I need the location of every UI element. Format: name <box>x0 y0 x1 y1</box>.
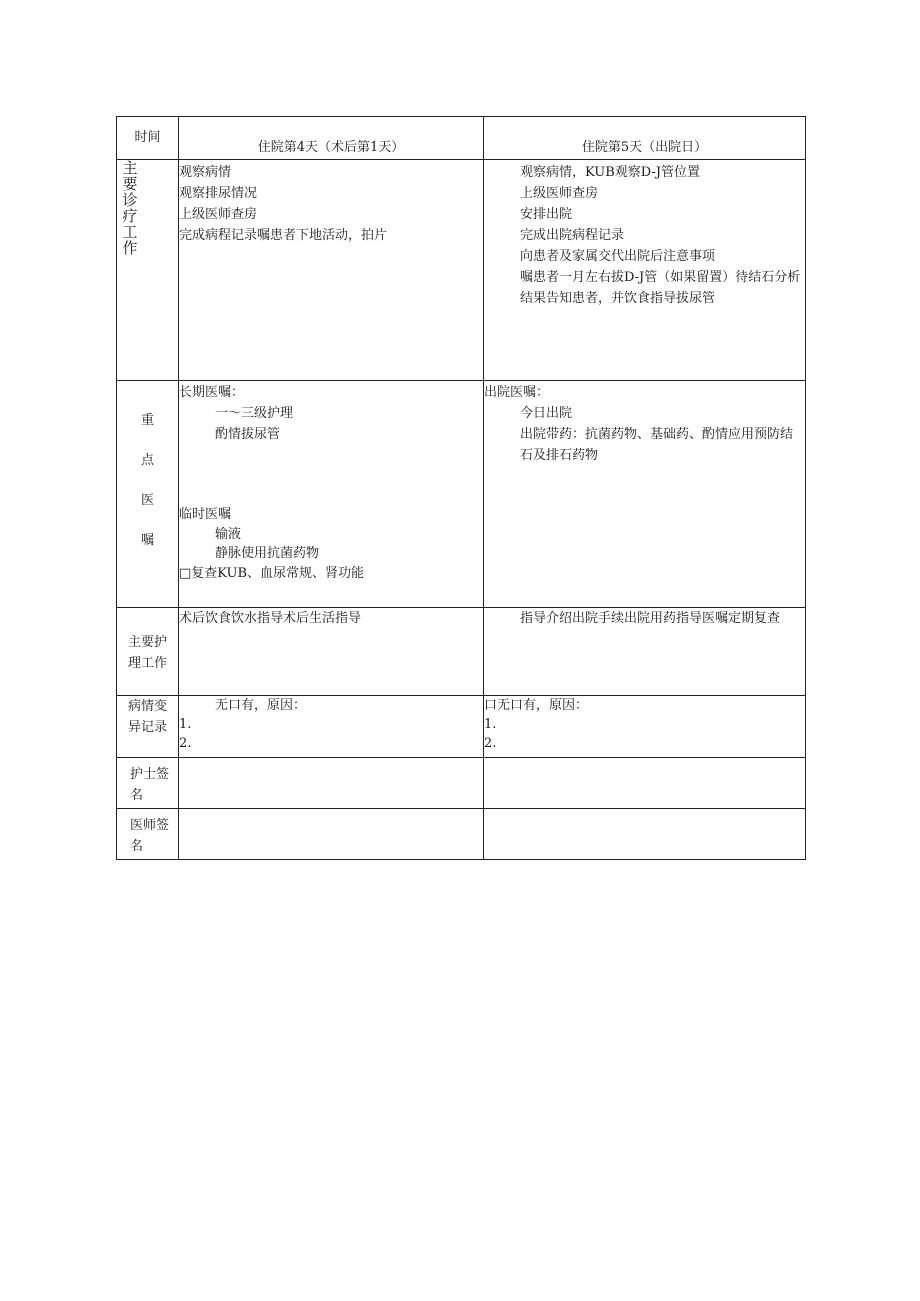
clinical-pathway-table <box>116 116 806 860</box>
doctor-signature-label: 医师签 名 <box>117 809 179 860</box>
orders-label: 重 点 医 嘱 <box>117 381 179 608</box>
diagnosis-day4-item: 上级医师查房 <box>179 207 258 222</box>
day4-header: 住院第4天（术后第1天） <box>179 117 484 160</box>
variation-checkbox[interactable]: 口无口有，原因： <box>484 698 589 713</box>
doctor-signature-day4[interactable] <box>179 809 484 860</box>
diagnosis-label <box>117 160 179 381</box>
nurse-signature-day4[interactable] <box>179 758 484 809</box>
variation-checkbox[interactable]: 无口有，原因： <box>215 698 307 713</box>
nursing-day4: 术后饮食饮水指导术后生活指导 <box>179 608 484 696</box>
orders-day5 <box>484 381 806 608</box>
temporary-order-item: 输液 <box>215 527 242 542</box>
doctor-signature-row <box>117 809 806 860</box>
discharge-order-item: 今日出院 <box>520 406 573 421</box>
long-term-order-item: 一～三级护理 <box>215 406 294 421</box>
diagnosis-day5-item: 观察病情，KUB观察D-J管位置 <box>520 165 701 180</box>
doctor-signature-day5[interactable] <box>484 809 806 860</box>
diagnosis-day5 <box>484 160 806 381</box>
day5-header: 住院第5天（出院日） <box>484 117 806 160</box>
orders-row <box>117 381 806 608</box>
long-term-orders-title: 长期医嘱： <box>179 385 245 400</box>
variation-row <box>117 696 806 758</box>
time-label: 时间 <box>117 117 179 160</box>
discharge-orders-title: 出院医嘱： <box>484 385 550 400</box>
discharge-order-item: 出院带药：抗菌药物、基础药、酌情应用预防结石及排石药物 <box>520 427 794 463</box>
diagnosis-day4-item: 观察病情 <box>179 165 232 180</box>
nurse-signature-label: 护士签 名 <box>117 758 179 809</box>
temporary-orders-title: 临时医嘱 <box>179 507 232 522</box>
diagnosis-row <box>117 160 806 381</box>
diagnosis-day5-item: 嘱患者一月左右拔D-J管（如果留置）待结石分析结果告知患者，并饮食指导拔尿管 <box>520 270 801 306</box>
diagnosis-day5-item: 向患者及家属交代出院后注意事项 <box>520 249 716 264</box>
diagnosis-day4 <box>179 160 484 381</box>
nursing-day5: 指导介绍出院手续出院用药指导医嘱定期复查 <box>484 608 806 696</box>
diagnosis-label-text: 主 要 诊 疗 工 作 <box>122 159 138 257</box>
diagnosis-day5-item: 上级医师查房 <box>520 186 599 201</box>
nursing-label: 主要护 理工作 <box>117 608 179 696</box>
header-row <box>117 117 806 160</box>
variation-day4: 无口有，原因： 1. 2. <box>179 696 484 758</box>
variation-day5: 口无口有，原因： 1. 2. <box>484 696 806 758</box>
diagnosis-day5-item: 安排出院 <box>520 207 573 222</box>
nurse-signature-row <box>117 758 806 809</box>
diagnosis-day4-item: 观察排尿情况 <box>179 186 258 201</box>
temporary-order-item: 静脉使用抗菌药物 <box>215 546 320 561</box>
diagnosis-day4-item: 完成病程记录嘱患者下地活动，拍片 <box>179 228 388 243</box>
diagnosis-day5-item: 完成出院病程记录 <box>520 228 625 243</box>
recheck-checkbox-item: □复查KUB、血尿常规、肾功能 <box>179 566 365 581</box>
orders-day4 <box>179 381 484 608</box>
nursing-row <box>117 608 806 696</box>
variation-label: 病情变 异记录 <box>117 696 179 758</box>
long-term-order-item: 酌情拔尿管 <box>215 427 281 442</box>
nurse-signature-day5[interactable] <box>484 758 806 809</box>
